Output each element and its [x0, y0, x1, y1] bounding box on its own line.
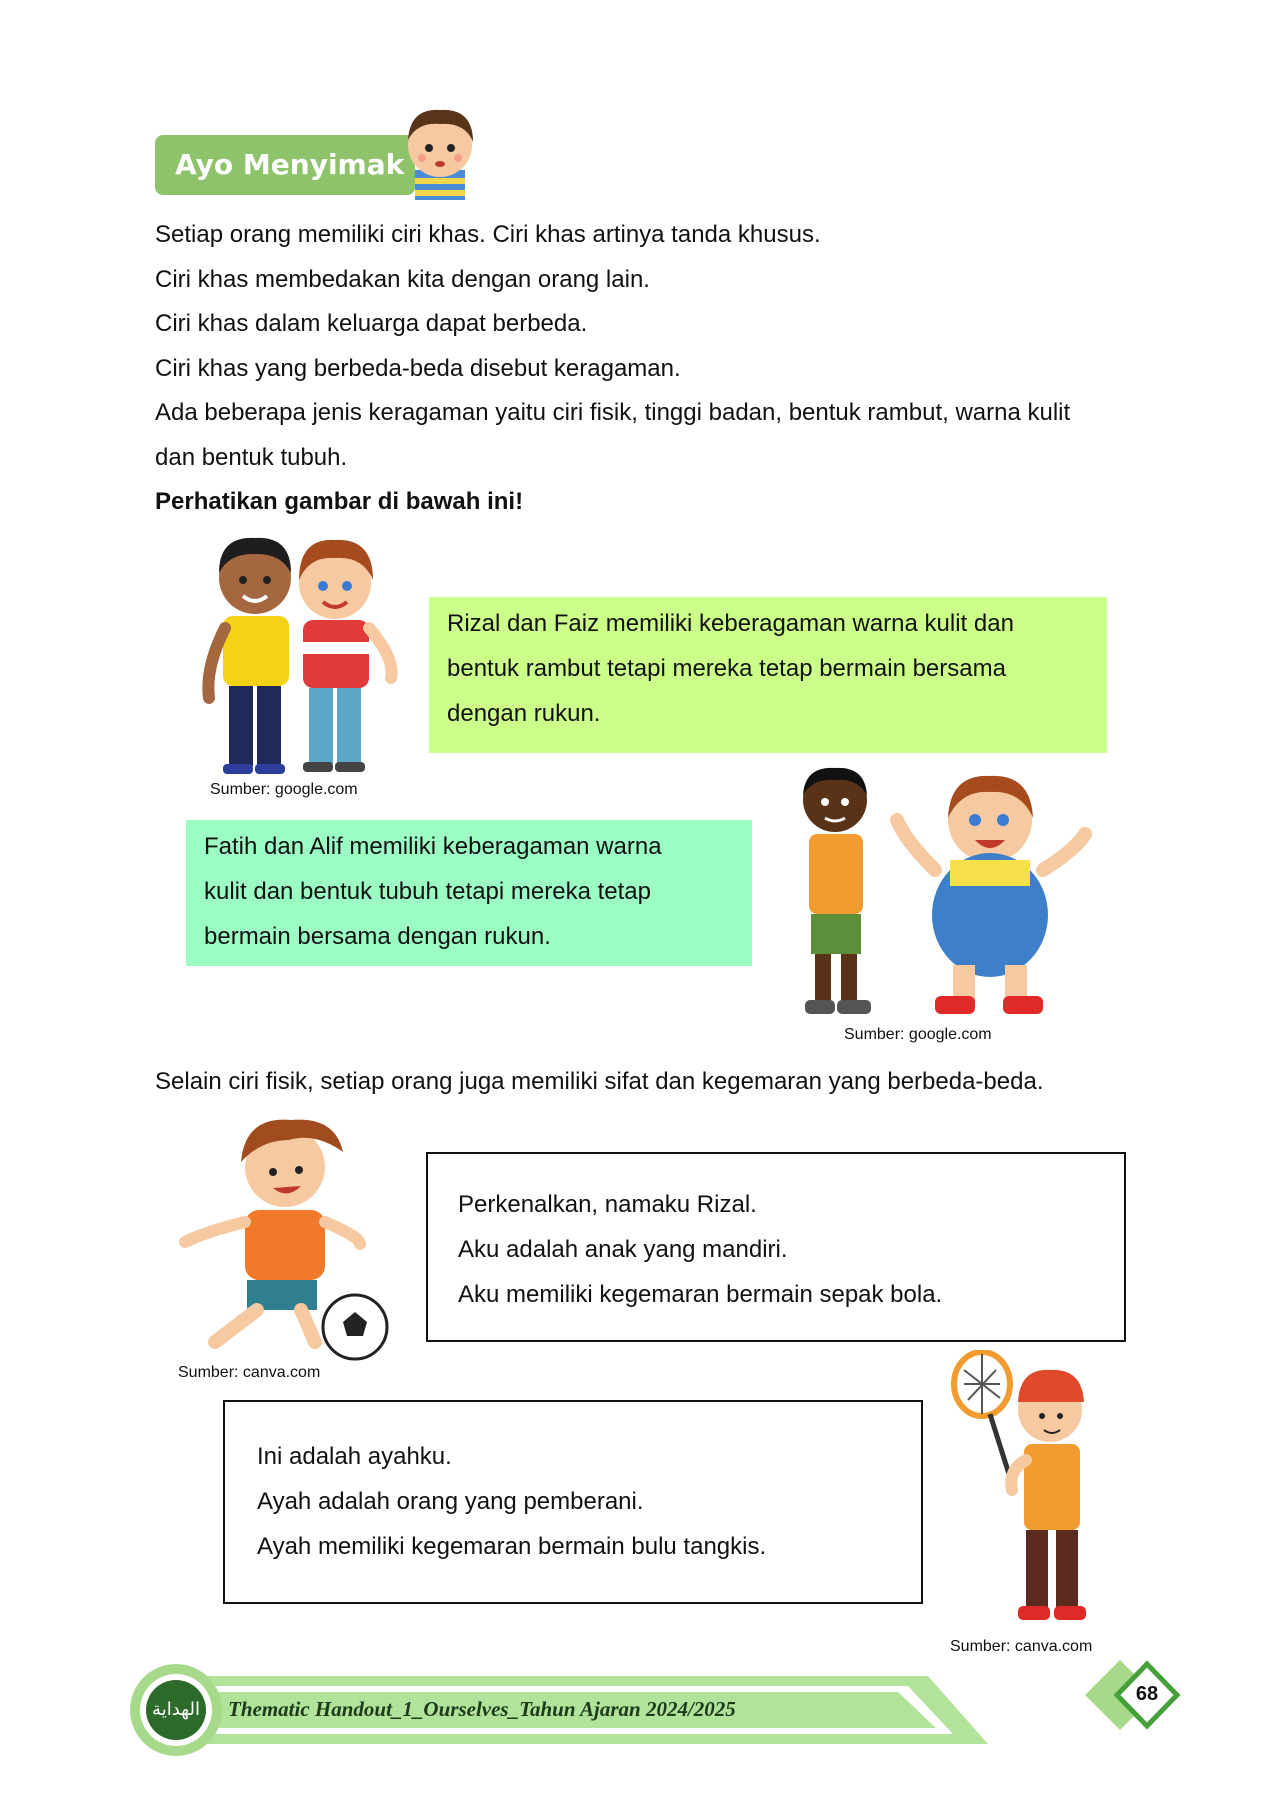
intro-line: Ciri khas dalam keluarga dapat berbeda.: [155, 310, 588, 337]
boy-playing-football-illustration: [175, 1112, 395, 1362]
intro-paragraph: [155, 213, 1155, 525]
two-boys-illustration: [195, 528, 405, 778]
textbox-line: Aku adalah anak yang mandiri.: [458, 1236, 788, 1263]
intro-line: Ada beberapa jenis keragaman yaitu ciri fisik, tinggi badan, bentuk rambut, warna kulit: [155, 399, 1071, 426]
textbox-line: Perkenalkan, namaku Rizal.: [458, 1191, 757, 1218]
image-source-caption: Sumber: google.com: [210, 781, 358, 798]
textbox-line: bermain bersama dengan rukun.: [204, 923, 551, 950]
example2-textbox: [186, 820, 752, 966]
intro-line: dan bentuk tubuh.: [155, 443, 348, 471]
page-number: 68: [1135, 1683, 1159, 1705]
textbox-line: Rizal dan Faiz memiliki keberagaman warna kulit dan: [447, 610, 1014, 637]
intro-line: Setiap orang memiliki ciri khas. Ciri khas artinya tanda khusus.: [155, 221, 821, 248]
textbox-line: kulit dan bentuk tubuh tetapi mereka tetap: [204, 878, 651, 905]
image-source-caption: Sumber: google.com: [844, 1026, 992, 1043]
image-source-caption: Sumber: canva.com: [178, 1364, 321, 1381]
textbox-line: Fatih dan Alif memiliki keberagaman warna: [204, 833, 662, 860]
example3-textbox: [426, 1152, 1126, 1342]
two-boys-illustration-2: [785, 760, 1095, 1025]
example4-textbox: [223, 1400, 923, 1604]
textbox-line: Ini adalah ayahku.: [257, 1443, 452, 1470]
instruction-text: Perhatikan gambar di bawah ini!: [155, 488, 524, 515]
intro-line: Ciri khas membedakan kita dengan orang lain.: [155, 265, 650, 293]
transition-sentence: Selain ciri fisik, setiap orang juga memiliki sifat dan kegemaran yang berbeda-beda.: [155, 1068, 1044, 1095]
textbox-line: Aku memiliki kegemaran bermain sepak bola.: [458, 1281, 943, 1308]
textbox-line: Ayah memiliki kegemaran bermain bulu tangkis.: [257, 1533, 767, 1560]
textbox-line: dengan rukun.: [447, 700, 601, 727]
school-logo: الهداية: [152, 1699, 200, 1720]
section-title-badge: Ayo Menyimak: [155, 135, 415, 195]
example1-textbox: [429, 597, 1107, 753]
textbox-line: Ayah adalah orang yang pemberani.: [257, 1488, 644, 1515]
image-source-caption: Sumber: canva.com: [950, 1638, 1093, 1655]
footer-title: Thematic Handout_1_Ourselves_Tahun Ajaran 2024/2025: [228, 1697, 736, 1721]
boy-face-illustration: [395, 100, 485, 200]
textbox-line: bentuk rambut tetapi mereka tetap bermain bersama: [447, 655, 1006, 682]
intro-line: Ciri khas yang berbeda-beda disebut keragaman.: [155, 354, 681, 382]
man-playing-badminton-illustration: [950, 1350, 1100, 1630]
